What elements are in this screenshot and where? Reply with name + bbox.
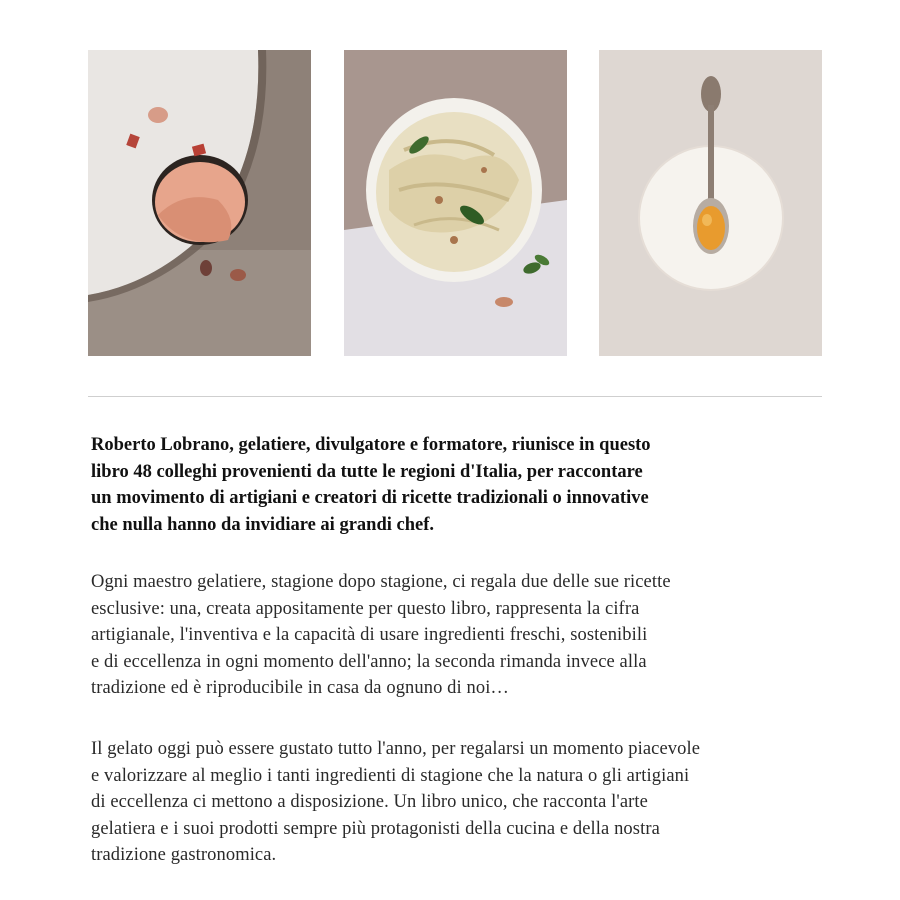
lead-line: libro 48 colleghi provenienti da tutte le regioni d'Italia, per raccontare: [91, 461, 643, 482]
body-paragraph-2: [91, 736, 821, 869]
section-divider: [88, 396, 822, 397]
gelato-scoop-photo: [88, 50, 311, 356]
paragraph-line: Ogni maestro gelatiere, stagione dopo stagione, ci regala due delle sue ricette: [91, 572, 671, 592]
paragraph-line: artigianale, l'inventiva e la capacità di usare ingredienti freschi, sostenibili: [91, 625, 648, 645]
paragraph-line: di eccellenza ci mettono a disposizione. Un libro unico, che racconta l'arte: [91, 792, 648, 812]
lead-line: Roberto Lobrano, gelatiere, divulgatore e formatore, riunisce in questo: [91, 435, 651, 455]
paragraph-line: tradizione gastronomica.: [91, 845, 277, 865]
lead-paragraph: [91, 432, 821, 538]
paragraph-line: esclusive: una, creata appositamente per questo libro, rappresenta la cifra: [91, 598, 640, 619]
spoon-yolk-plate-photo: [599, 50, 822, 356]
paragraph-line: Il gelato oggi può essere gustato tutto l'anno, per regalarsi un momento piacevole: [91, 739, 701, 759]
paragraph-line: e di eccellenza in ogni momento dell'anno; la seconda rimanda invece alla: [91, 651, 647, 672]
lead-line: un movimento di artigiani e creatori di ricette tradizionali o innovative: [91, 488, 649, 508]
paragraph-line: tradizione ed è riproducibile in casa da ognuno di noi…: [91, 678, 510, 698]
lead-line: che nulla hanno da invidiare ai grandi chef.: [91, 514, 434, 535]
paragraph-line: gelatiera e i suoi prodotti sempre più protagonisti della cucina e della nostra: [91, 818, 660, 839]
body-paragraph-1: [91, 569, 821, 702]
photo-strip: [88, 50, 822, 356]
paragraph-line: e valorizzare al meglio i tanti ingredienti di stagione che la natura o gli artigiani: [91, 765, 690, 786]
pasta-gelato-bowl-photo: [344, 50, 567, 356]
